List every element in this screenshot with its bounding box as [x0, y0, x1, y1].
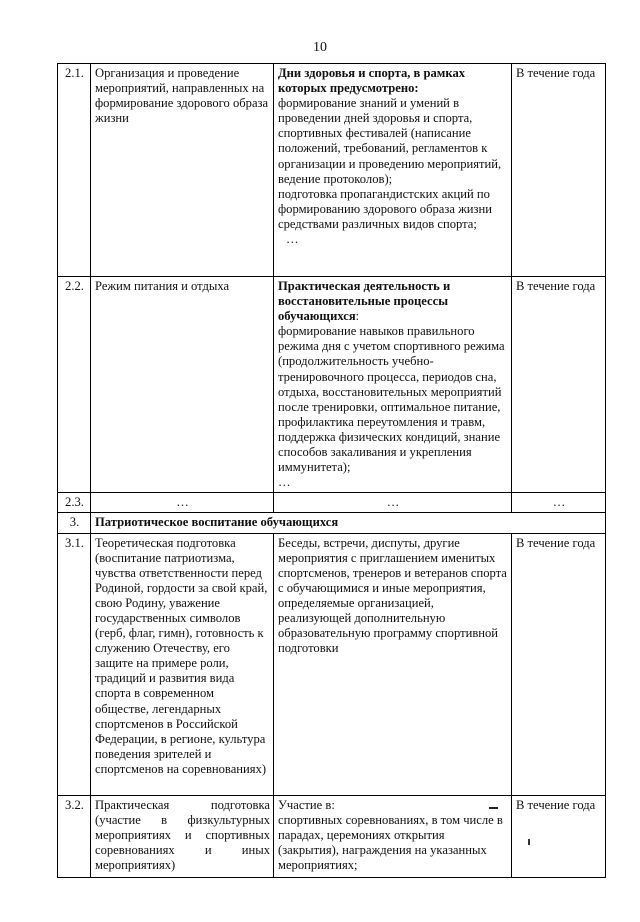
content-heading: Участие в:	[278, 797, 335, 812]
row-content: Беседы, встречи, диспуты, другие мероприятия с приглашением именитых спортсменов, тренеров и ветеранов спорта с обучающимися и иные мероприятия, определяемые организацией, реализующей дополнительную образовательную программу спортивной подготовки	[274, 533, 512, 795]
row-topic: …	[91, 493, 274, 513]
row-term: В течение года	[512, 64, 606, 277]
page-number: 10	[313, 40, 327, 55]
row-term: В течение года	[512, 277, 606, 493]
row-number: 2.3.	[58, 493, 91, 513]
table-row-3-1	[58, 533, 606, 795]
section-title: Патриотическое воспитание обучающихся	[91, 513, 606, 533]
row-content: …	[274, 493, 512, 513]
content-item: спортивных соревнованиях, в том числе в парадах, церемониях открытия (закрытия), награждения на указанных мероприятиях;	[278, 812, 503, 872]
row-term: В течение года	[512, 795, 606, 877]
content-ellipsis: …	[278, 475, 291, 490]
content-heading-suffix: :	[355, 309, 360, 324]
row-number: 2.1.	[58, 64, 91, 277]
table-row-2-2	[58, 277, 606, 493]
content-ellipsis: …	[286, 232, 299, 247]
row-term: …	[512, 493, 606, 513]
content-item: подготовка пропагандистских акций по формированию здорового образа жизни средствами различных видов спорта;	[278, 186, 492, 231]
section-row-3	[58, 513, 606, 533]
row-topic: Режим питания и отдыха	[91, 277, 274, 493]
section-number: 3.	[58, 513, 91, 533]
row-number: 2.2.	[58, 277, 91, 493]
table-row-2-3	[58, 493, 606, 513]
row-topic: Теоретическая подготовка (воспитание патриотизма, чувства ответственности перед Родиной, гордости за свой край, свою Родину, уважение государственных символов (герб, флаг, гимн), готовность к служению Отечеству, его защите на примере роли, традиций и развития вида спорта в современном обществе, легендарных спортсменов в Российской Федерации, в регионе, культура поведения зрителей и спортсменов на соревнованиях)	[91, 533, 274, 795]
plan-table	[57, 63, 606, 878]
scan-speck-dash	[489, 807, 498, 809]
table-row-3-2	[58, 795, 606, 877]
row-content	[274, 795, 512, 877]
row-content	[274, 277, 512, 493]
row-content	[274, 64, 512, 277]
row-topic: Практическая подготовка (участие в физкультурных мероприятиях и спортивных соревнованиях и иных мероприятиях)	[91, 795, 274, 877]
content-item: формирование знаний и умений в проведении дней здоровья и спорта, спортивных фестивалей (написание положений, требований, регламентов к организации и проведению мероприятий, ведение протоколов);	[278, 96, 502, 186]
scan-speck-dot	[528, 839, 530, 845]
content-heading: Дни здоровья и спорта, в рамках которых предусмотрено:	[278, 66, 466, 96]
row-number: 3.1.	[58, 533, 91, 795]
row-number: 3.2.	[58, 795, 91, 877]
row-topic: Организация и проведение мероприятий, направленных на формирование здорового образа жизни	[91, 64, 274, 277]
table-row-2-1	[58, 64, 606, 277]
row-term: В течение года	[512, 533, 606, 795]
content-heading: Практическая деятельность и восстановительные процессы обучающихся	[278, 279, 451, 324]
content-item: формирование навыков правильного режима дня с учетом спортивного режима (продолжительность учебно-тренировочного процесса, периодов сна, отдыха, восстановительных мероприятий после тренировки, оптимальное питание, профилактика переутомления и травм, поддержка физических кондиций, знание способов закаливания и укрепления иммунитета);	[278, 324, 505, 475]
